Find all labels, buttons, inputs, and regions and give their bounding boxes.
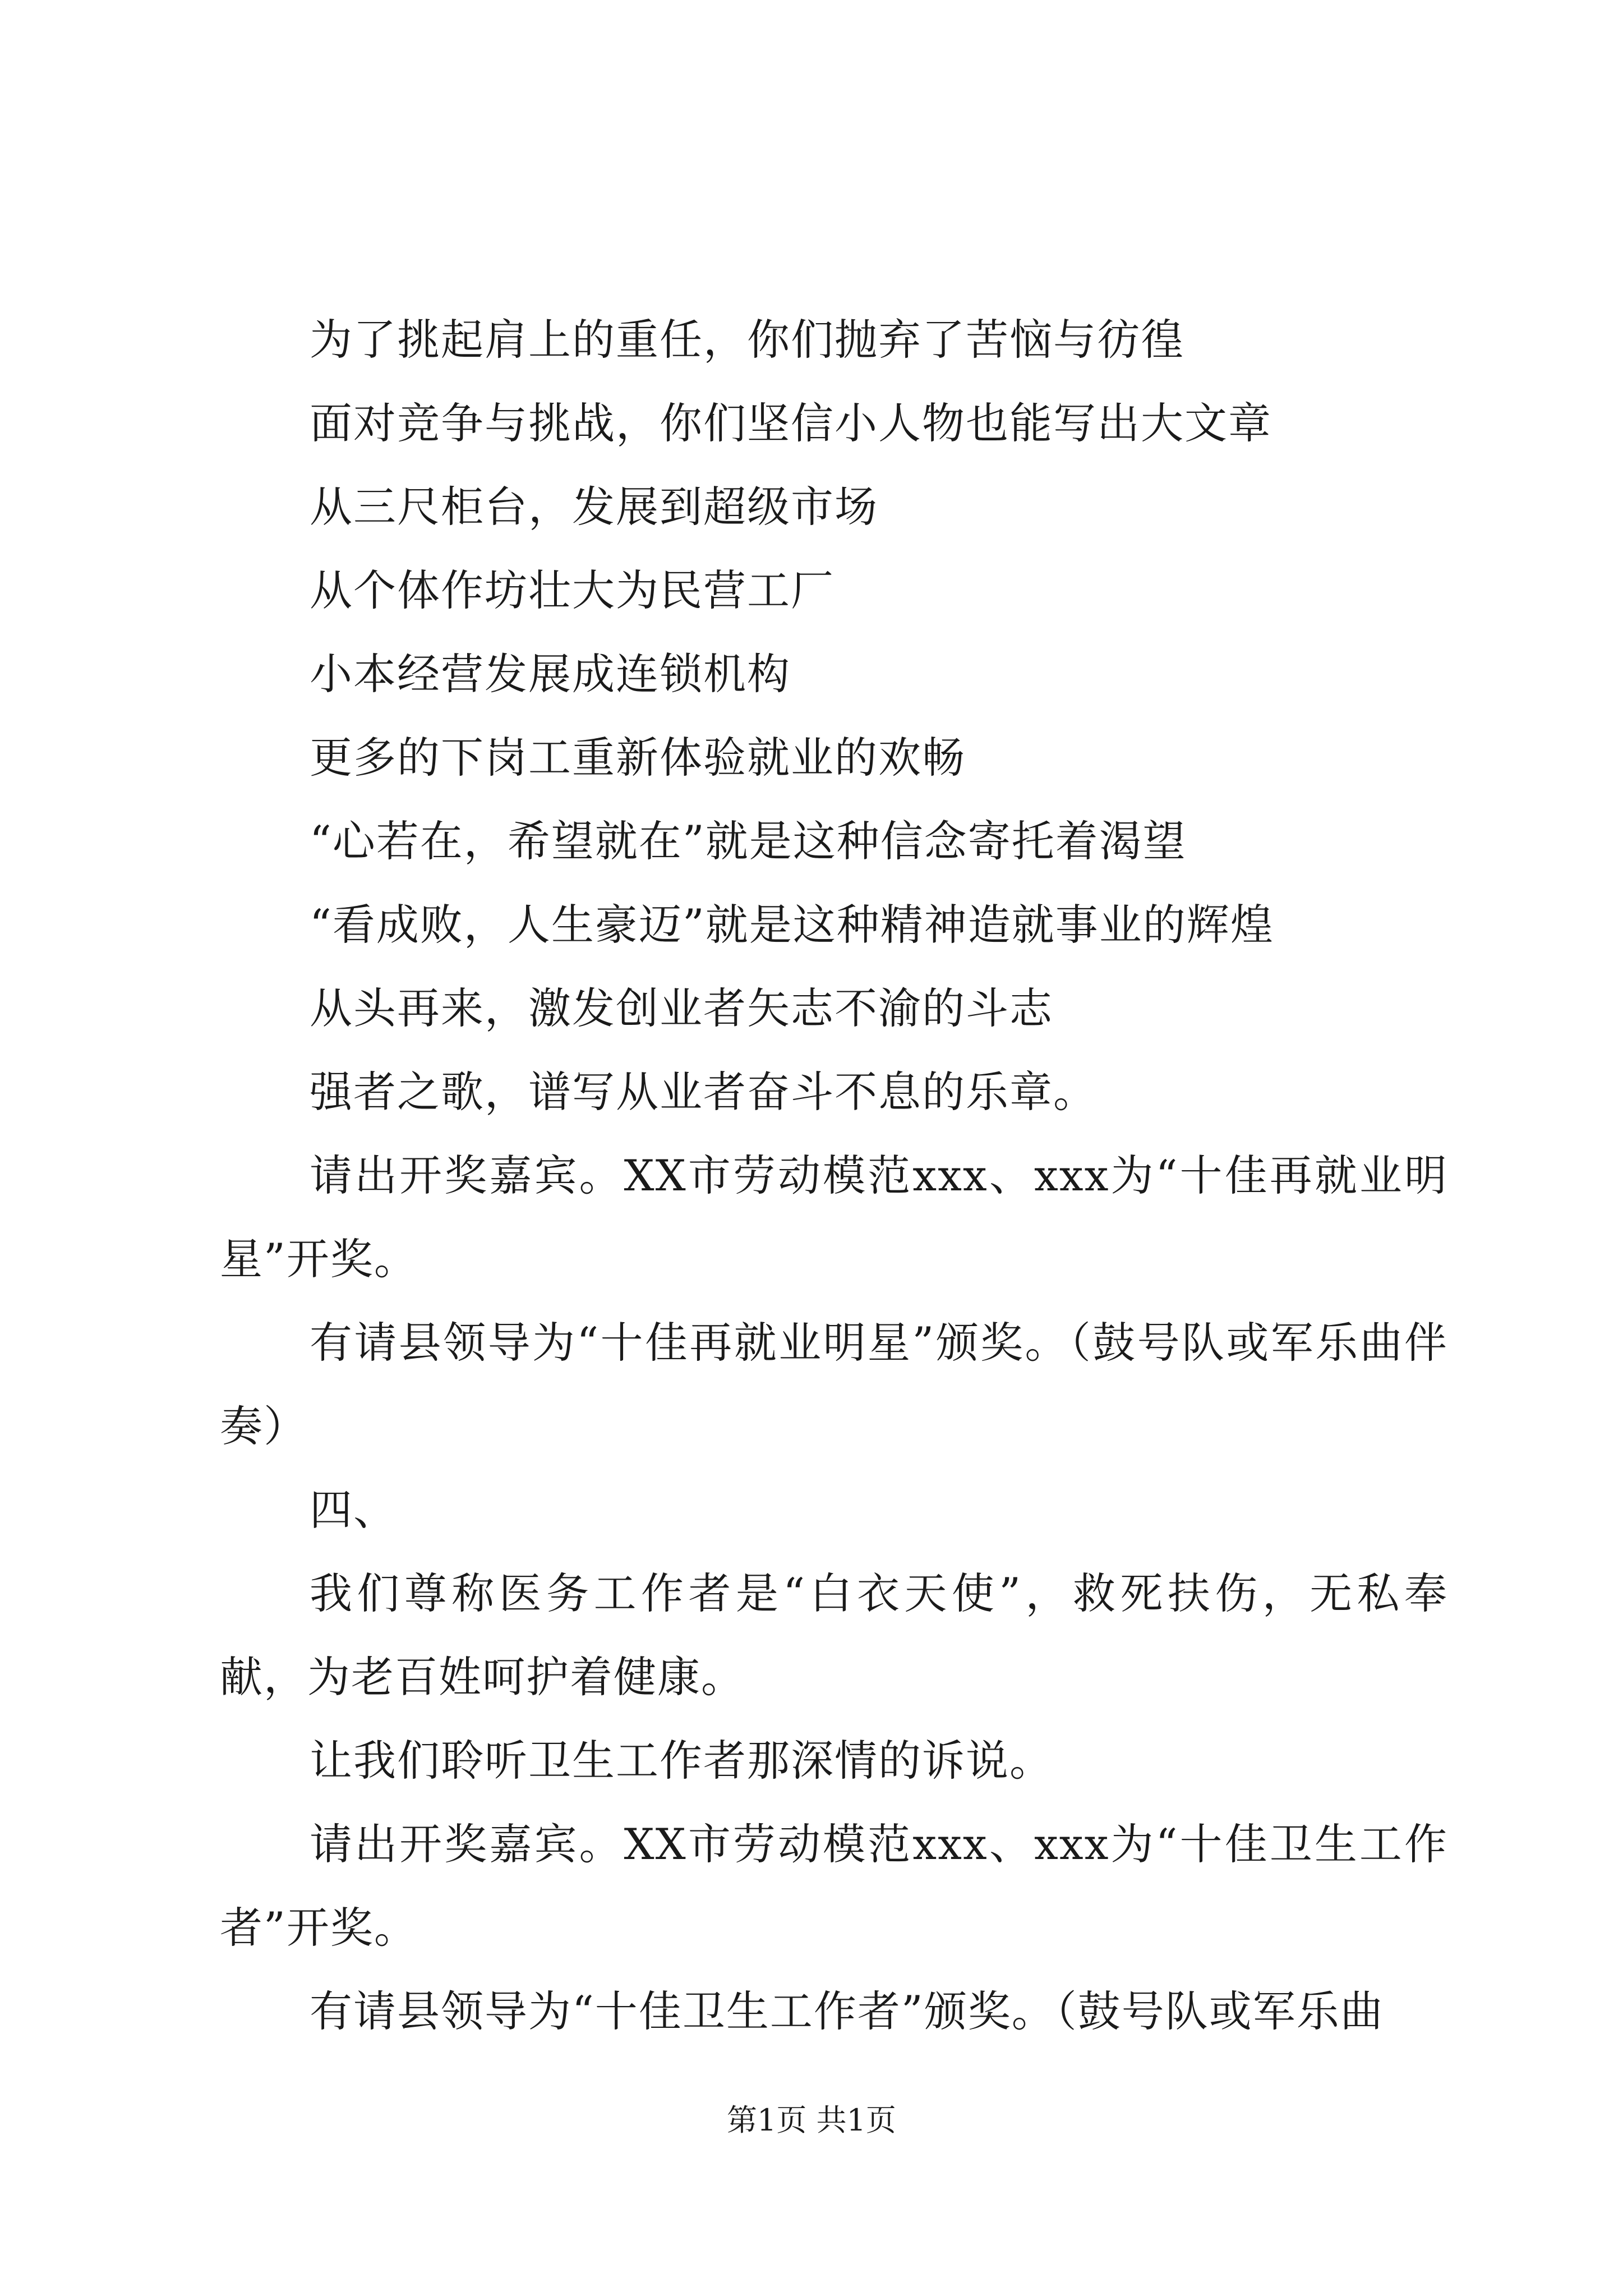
paragraph: 有请县领导为“十佳卫生工作者”颁奖。（鼓号队或军乐曲 [310, 1986, 1384, 2036]
paragraph: 有请县领导为“十佳再就业明星”颁奖。（鼓号队或军乐曲伴奏） [220, 1318, 1448, 1451]
paragraph: 让我们聆听卫生工作者那深情的诉说。 [310, 1736, 1053, 1786]
page-footer: 第1页 共1页 [727, 2102, 896, 2138]
paragraph: 请出开奖嘉宾。XX市劳动模范xxx、xxx为“十佳卫生工作者”开奖。 [220, 1819, 1448, 1953]
verse-line: 从三尺柜台，发展到超级市场 [310, 482, 878, 532]
section-number: 四、 [310, 1485, 397, 1535]
verse-line: 强者之歌，谱写从业者奋斗不息的乐章。 [310, 1067, 1097, 1117]
verse-line: “心若在，希望就在”就是这种信念寄托着渴望 [310, 816, 1187, 866]
verse-line: “看成败，人生豪迈”就是这种精神造就事业的辉煌 [310, 900, 1274, 950]
verse-line: 从头再来，激发创业者矢志不渝的斗志 [310, 983, 1053, 1033]
verse-line: 更多的下岗工重新体验就业的欢畅 [310, 733, 966, 783]
verse-line: 面对竞争与挑战，你们坚信小人物也能写出大文章 [310, 398, 1272, 448]
verse-line: 从个体作坊壮大为民营工厂 [310, 565, 834, 615]
paragraph: 请出开奖嘉宾。XX市劳动模范xxx、xxx为“十佳再就业明星”开奖。 [220, 1151, 1448, 1284]
verse-line: 小本经营发展成连锁机构 [310, 649, 791, 699]
verse-line: 为了挑起肩上的重任，你们抛弃了苦恼与彷徨 [310, 315, 1184, 365]
paragraph: 我们尊称医务工作者是“白衣天使”，救死扶伤，无私奉献，为老百姓呵护着健康。 [220, 1568, 1448, 1702]
